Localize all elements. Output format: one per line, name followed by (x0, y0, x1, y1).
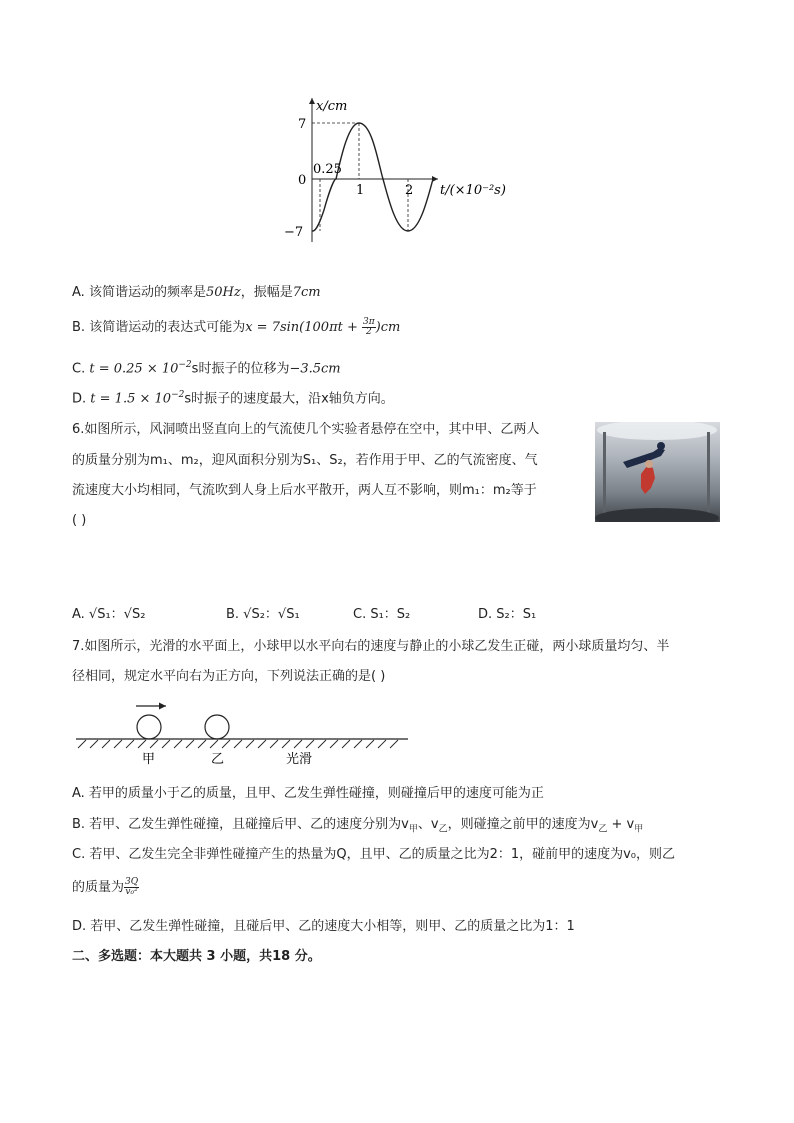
q6-stem-line-3: 流速度大小均相同，气流吹到人身上后水平散开，两人互不影响，则m₁：m₂等于 (72, 483, 537, 498)
c-fraction: $\frac{3Q}{\text{v₀²}}$ (125, 877, 139, 897)
q7-option-a: A. 若甲的质量小于乙的质量，且甲、乙发生弹性碰撞，则碰撞后甲的速度可能为正 (72, 786, 544, 801)
y-min-label: −7 (284, 225, 304, 240)
x-tick-1-label: 1 (356, 183, 365, 198)
x-axis-label: t/(×10⁻²s) (440, 183, 506, 198)
oscillation-graph (278, 92, 538, 252)
q6-option-b: B. √S₂：√S₁ (226, 607, 300, 622)
q6-option-c: C. S₁：S₂ (353, 607, 411, 622)
q6-stem-line-1: 6.如图所示，风洞喷出竖直向上的气流使几个实验者悬停在空中，其中甲、乙两人 (72, 422, 540, 437)
q7-stem-line-1: 7.如图所示，光滑的水平面上，小球甲以水平向右的速度与静止的小球乙发生正碰，两小球质量均匀、半 (72, 639, 670, 654)
origin-label: 0 (298, 173, 307, 188)
ground-hatching (78, 740, 398, 748)
q6-stem-line-2: 的质量分别为m₁、m₂，迎风面积分别为S₁、S₂，若作用于甲、乙的气流密度、气 (72, 453, 538, 468)
q7-option-b: B. 若甲、乙发生弹性碰撞，且碰撞后甲、乙的速度分别为$v_甲$、$v_乙$，则碰撞之前甲的速度为$v_乙 + v_甲$ (72, 817, 644, 835)
q7-option-d: D. 若甲、乙发生弹性碰撞，且碰后甲、乙的速度大小相等，则甲、乙的质量之比为1：1 (72, 919, 575, 934)
ball-jia (137, 715, 161, 739)
label-yi: 乙 (211, 752, 225, 767)
ball-yi (205, 715, 229, 739)
label-jia: 甲 (142, 752, 156, 767)
b-fraction: $\frac{3\pi}{2}$ (363, 317, 375, 337)
q6-option-a: A. √S₁：√S₂ (72, 607, 146, 622)
q5-option-c: C. $t = 0.25 \times 10^{-2}s$时振子的位移为−3.5cm (72, 360, 341, 377)
q5-option-b: B. 该简谐运动的表达式可能为x = 7sin(100πt + $\frac{3\pi}{2}$ )cm (72, 317, 401, 337)
q7-option-c-line-1: C. 若甲、乙发生完全非弹性碰撞产生的热量为Q，且甲、乙的质量之比为2：1，碰前甲的速度为v₀，则乙 (72, 847, 676, 862)
q5-option-d: D. $t = 1.5 \times 10^{-2}s$时振子的速度最大，沿x轴负方向。 (72, 390, 394, 407)
collision-figure (72, 698, 412, 768)
sine-curve (312, 123, 433, 231)
q6-option-d: D. S₂：S₁ (478, 607, 537, 622)
x-tick-2-label: 2 (405, 183, 414, 198)
y-axis-label: x/cm (316, 99, 348, 114)
wind-tunnel-illustration (595, 422, 720, 522)
section-heading: 二、多选题：本大题共 3 小题，共18 分。 (72, 949, 321, 964)
x-point-label: 0.25 (313, 162, 342, 177)
wind-tunnel-photo (595, 422, 720, 522)
q7-option-c-line-2: 的质量为 $\frac{3Q}{\text{v₀²}}$ (72, 877, 139, 897)
y-max-label: 7 (298, 117, 307, 132)
q5-option-a: A. 该简谐运动的频率是50Hz，振幅是7cm (72, 285, 321, 300)
label-smooth: 光滑 (286, 752, 313, 767)
q6-stem-line-4: ( ) (72, 513, 87, 528)
q7-stem-line-2: 径相同，规定水平向右为正方向，下列说法正确的是( ) (72, 669, 386, 684)
